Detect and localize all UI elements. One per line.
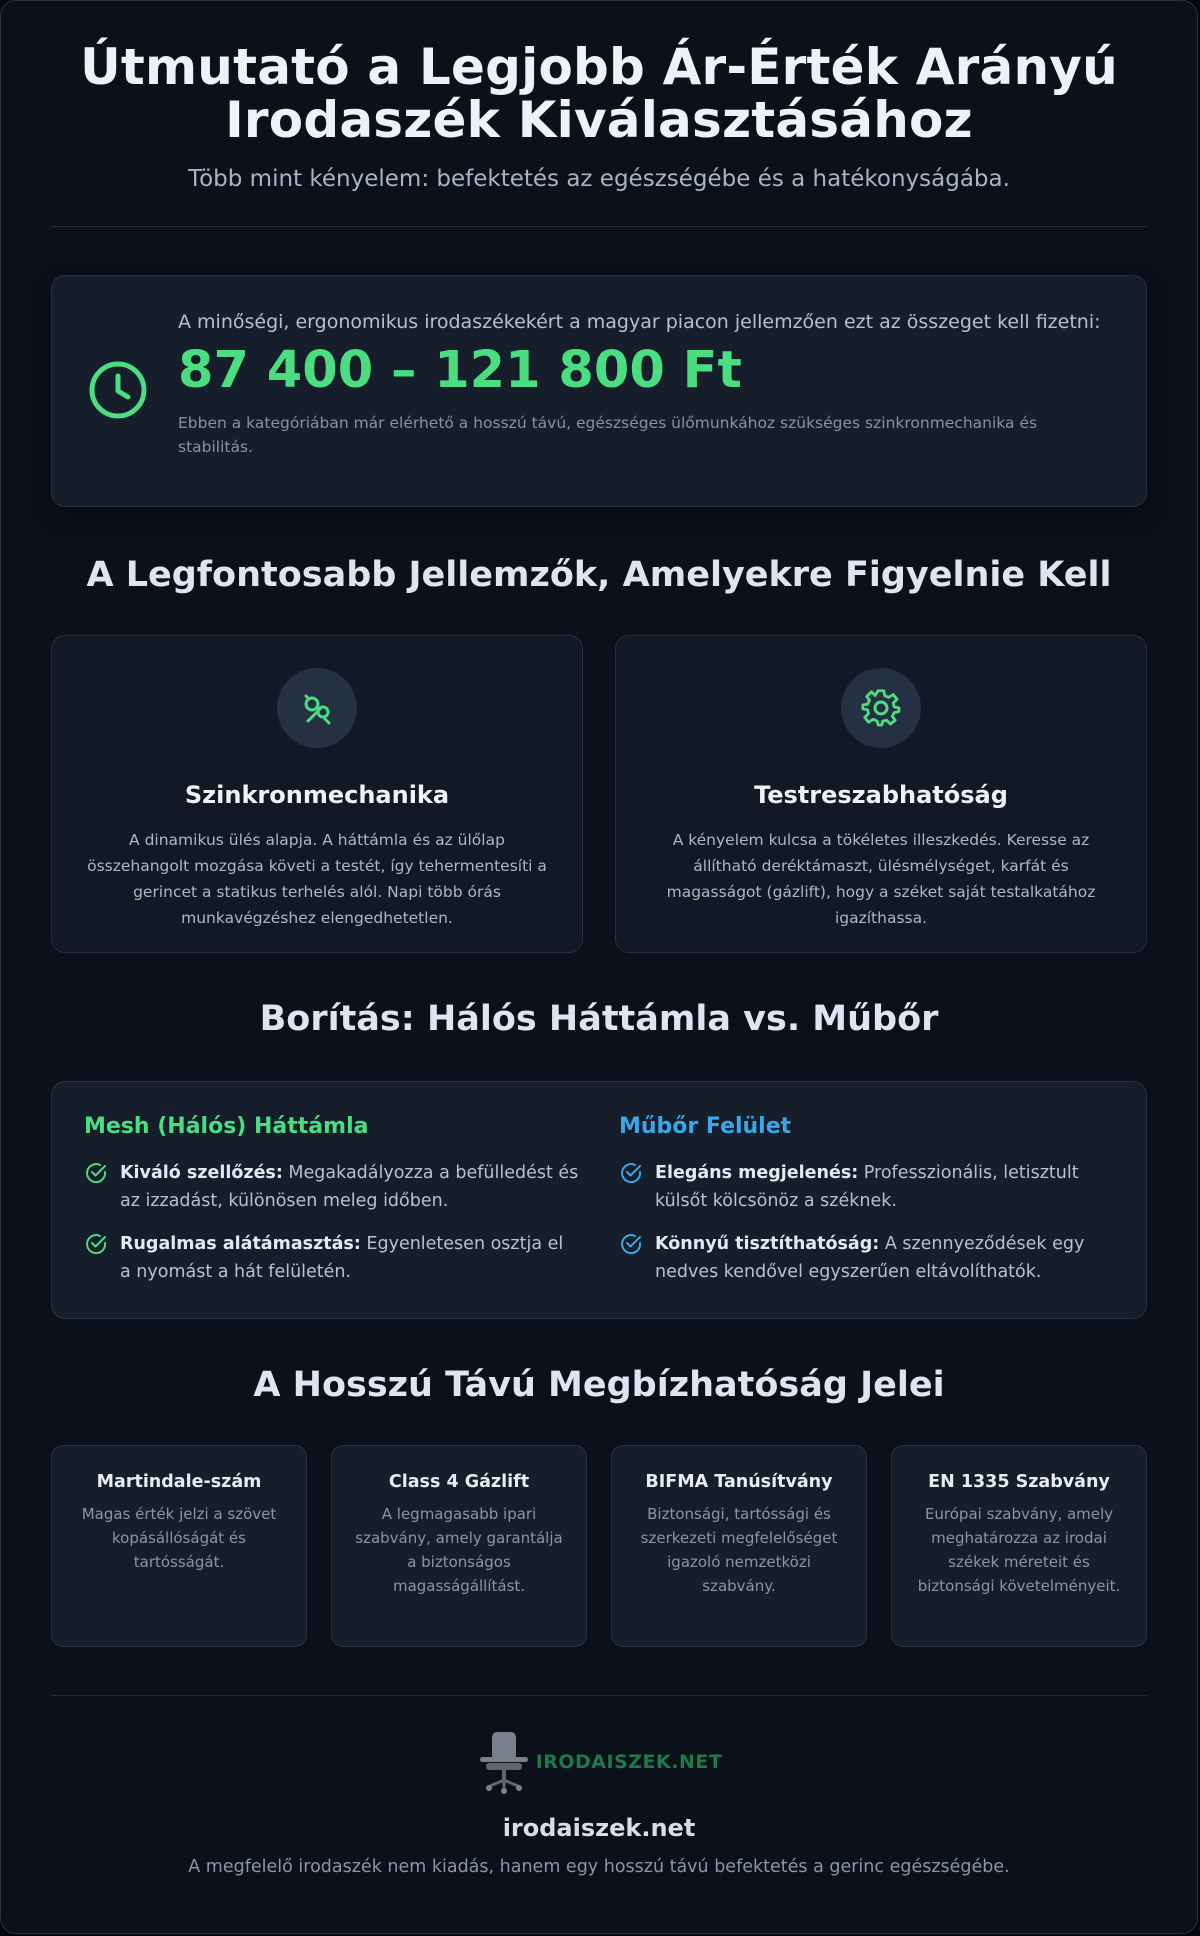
mesh-point-text: Kiváló szellőzés: Megakadályozza a befülledést és az izzadást, különösen meleg időben.: [120, 1163, 579, 1211]
reliability-card-title: Class 4 Gázlift: [388, 1472, 530, 1492]
gears-icon: [297, 688, 337, 728]
reliability-grid: [51, 1445, 1147, 1647]
header: [51, 1, 1147, 192]
feature-card-custom: [615, 635, 1147, 953]
feature-text: A kényelem kulcsa a tökéletes illeszkedés. Keresse az állítható deréktámaszt, ülésmélységet, karfát és magasságot (gázlift), hogy a széket saját testalkatához igazíthassa.: [666, 831, 1096, 927]
mesh-point: [84, 1230, 579, 1286]
reliability-card-title: BIFMA Tanúsítvány: [645, 1472, 833, 1492]
price-note: Ebben a kategóriában már elérhető a hosszú távú, egészséges ülőmunkához szükséges szinkronmechanika és stabilitás.: [178, 414, 1038, 456]
leather-point-text: Elegáns megjelenés: Professzionális, letisztult külsőt kölcsönöz a széknek.: [655, 1163, 1079, 1211]
price-intro: A minőségi, ergonomikus irodaszékekért a magyar piacon jellemzően ezt az összeget kell fizetni:: [178, 311, 1101, 333]
mesh-title: Mesh (Hálós) Háttámla: [84, 1114, 369, 1139]
cog-icon: [860, 687, 902, 729]
title-line-2: Irodaszék Kiválasztásához: [225, 91, 973, 149]
reliability-title: A Hosszú Távú Megbízhatóság Jelei: [253, 1365, 945, 1405]
price-range: 87 400 – 121 800 Ft: [178, 341, 742, 400]
leather-point: [619, 1230, 1114, 1286]
logo-text: IRODAISZEK.NET: [535, 1751, 723, 1773]
check-circle-icon: [84, 1161, 108, 1185]
feature-text: A dinamikus ülés alapja. A háttámla és az ülőlap összehangolt mozgása követi a testét, így tehermentesíti a gerincet a statikus terhelés alól. Napi több órás munkavégzéshez elengedhetetlen.: [87, 831, 547, 927]
reliability-card: [891, 1445, 1147, 1647]
leather-point: [619, 1159, 1114, 1215]
reliability-card-title: EN 1335 Szabvány: [928, 1472, 1110, 1492]
leather-column: [619, 1114, 1114, 1318]
check-circle-icon: [619, 1232, 643, 1256]
reliability-card: [331, 1445, 587, 1647]
reliability-card: [51, 1445, 307, 1647]
title-line-1: Útmutató a Legjobb Ár-Érték Arányú: [80, 38, 1118, 96]
mesh-point: [84, 1159, 579, 1215]
footer: [51, 1696, 1147, 1877]
header-divider: [51, 226, 1147, 227]
features-grid: [51, 635, 1147, 953]
feature-icon-circle: [277, 668, 357, 748]
clock-icon: [88, 360, 148, 420]
check-circle-icon: [84, 1232, 108, 1256]
footer-tagline: A megfelelő irodaszék nem kiadás, hanem egy hosszú távú befektetés a gerinc egészségébe.: [188, 1857, 1010, 1877]
price-content: [178, 308, 1110, 459]
brand-logo[interactable]: [476, 1730, 723, 1794]
page-title: [51, 38, 1147, 149]
reliability-card-text: Biztonsági, tartóssági és szerkezeti megfelelőséget igazoló nemzetközi szabvány.: [640, 1505, 838, 1595]
page-subtitle: Több mint kényelem: befektetés az egészségébe és a hatékonyságába.: [188, 166, 1010, 192]
reliability-card-title: Martindale-szám: [96, 1472, 262, 1492]
reliability-card-text: Magas érték jelzi a szövet kopásállóságát és tartósságát.: [81, 1505, 277, 1571]
feature-icon-circle: [841, 668, 921, 748]
reliability-card-text: A legmagasabb ipari szabvány, amely garantálja a biztonságos magasságállítást.: [355, 1505, 563, 1595]
features-title: A Legfontosabb Jellemzők, Amelyekre Figyelnie Kell: [86, 555, 1112, 595]
leather-title: Műbőr Felület: [619, 1114, 792, 1139]
check-circle-icon: [619, 1161, 643, 1185]
reliability-card: [611, 1445, 867, 1647]
reliability-card-text: Európai szabvány, amely meghatározza az irodai székek méreteit és biztonsági követelményeit.: [917, 1505, 1121, 1595]
feature-card-sync: [51, 635, 583, 953]
office-chair-icon: [476, 1730, 532, 1794]
leather-point-text: Könnyű tisztíthatóság: A szennyeződések egy nedves kendővel egyszerűen eltávolíthatók.: [655, 1234, 1085, 1282]
comparison-card: [51, 1081, 1147, 1319]
mesh-point-text: Rugalmas alátámasztás: Egyenletesen osztja el a nyomást a hát felületén.: [120, 1234, 564, 1282]
price-card: [51, 275, 1147, 507]
site-name[interactable]: irodaiszek.net: [502, 1814, 696, 1842]
feature-title: Szinkronmechanika: [184, 781, 450, 809]
feature-title: Testreszabhatóság: [754, 781, 1008, 809]
mesh-column: [84, 1114, 579, 1318]
comparison-title: Borítás: Hálós Háttámla vs. Műbőr: [259, 999, 939, 1039]
